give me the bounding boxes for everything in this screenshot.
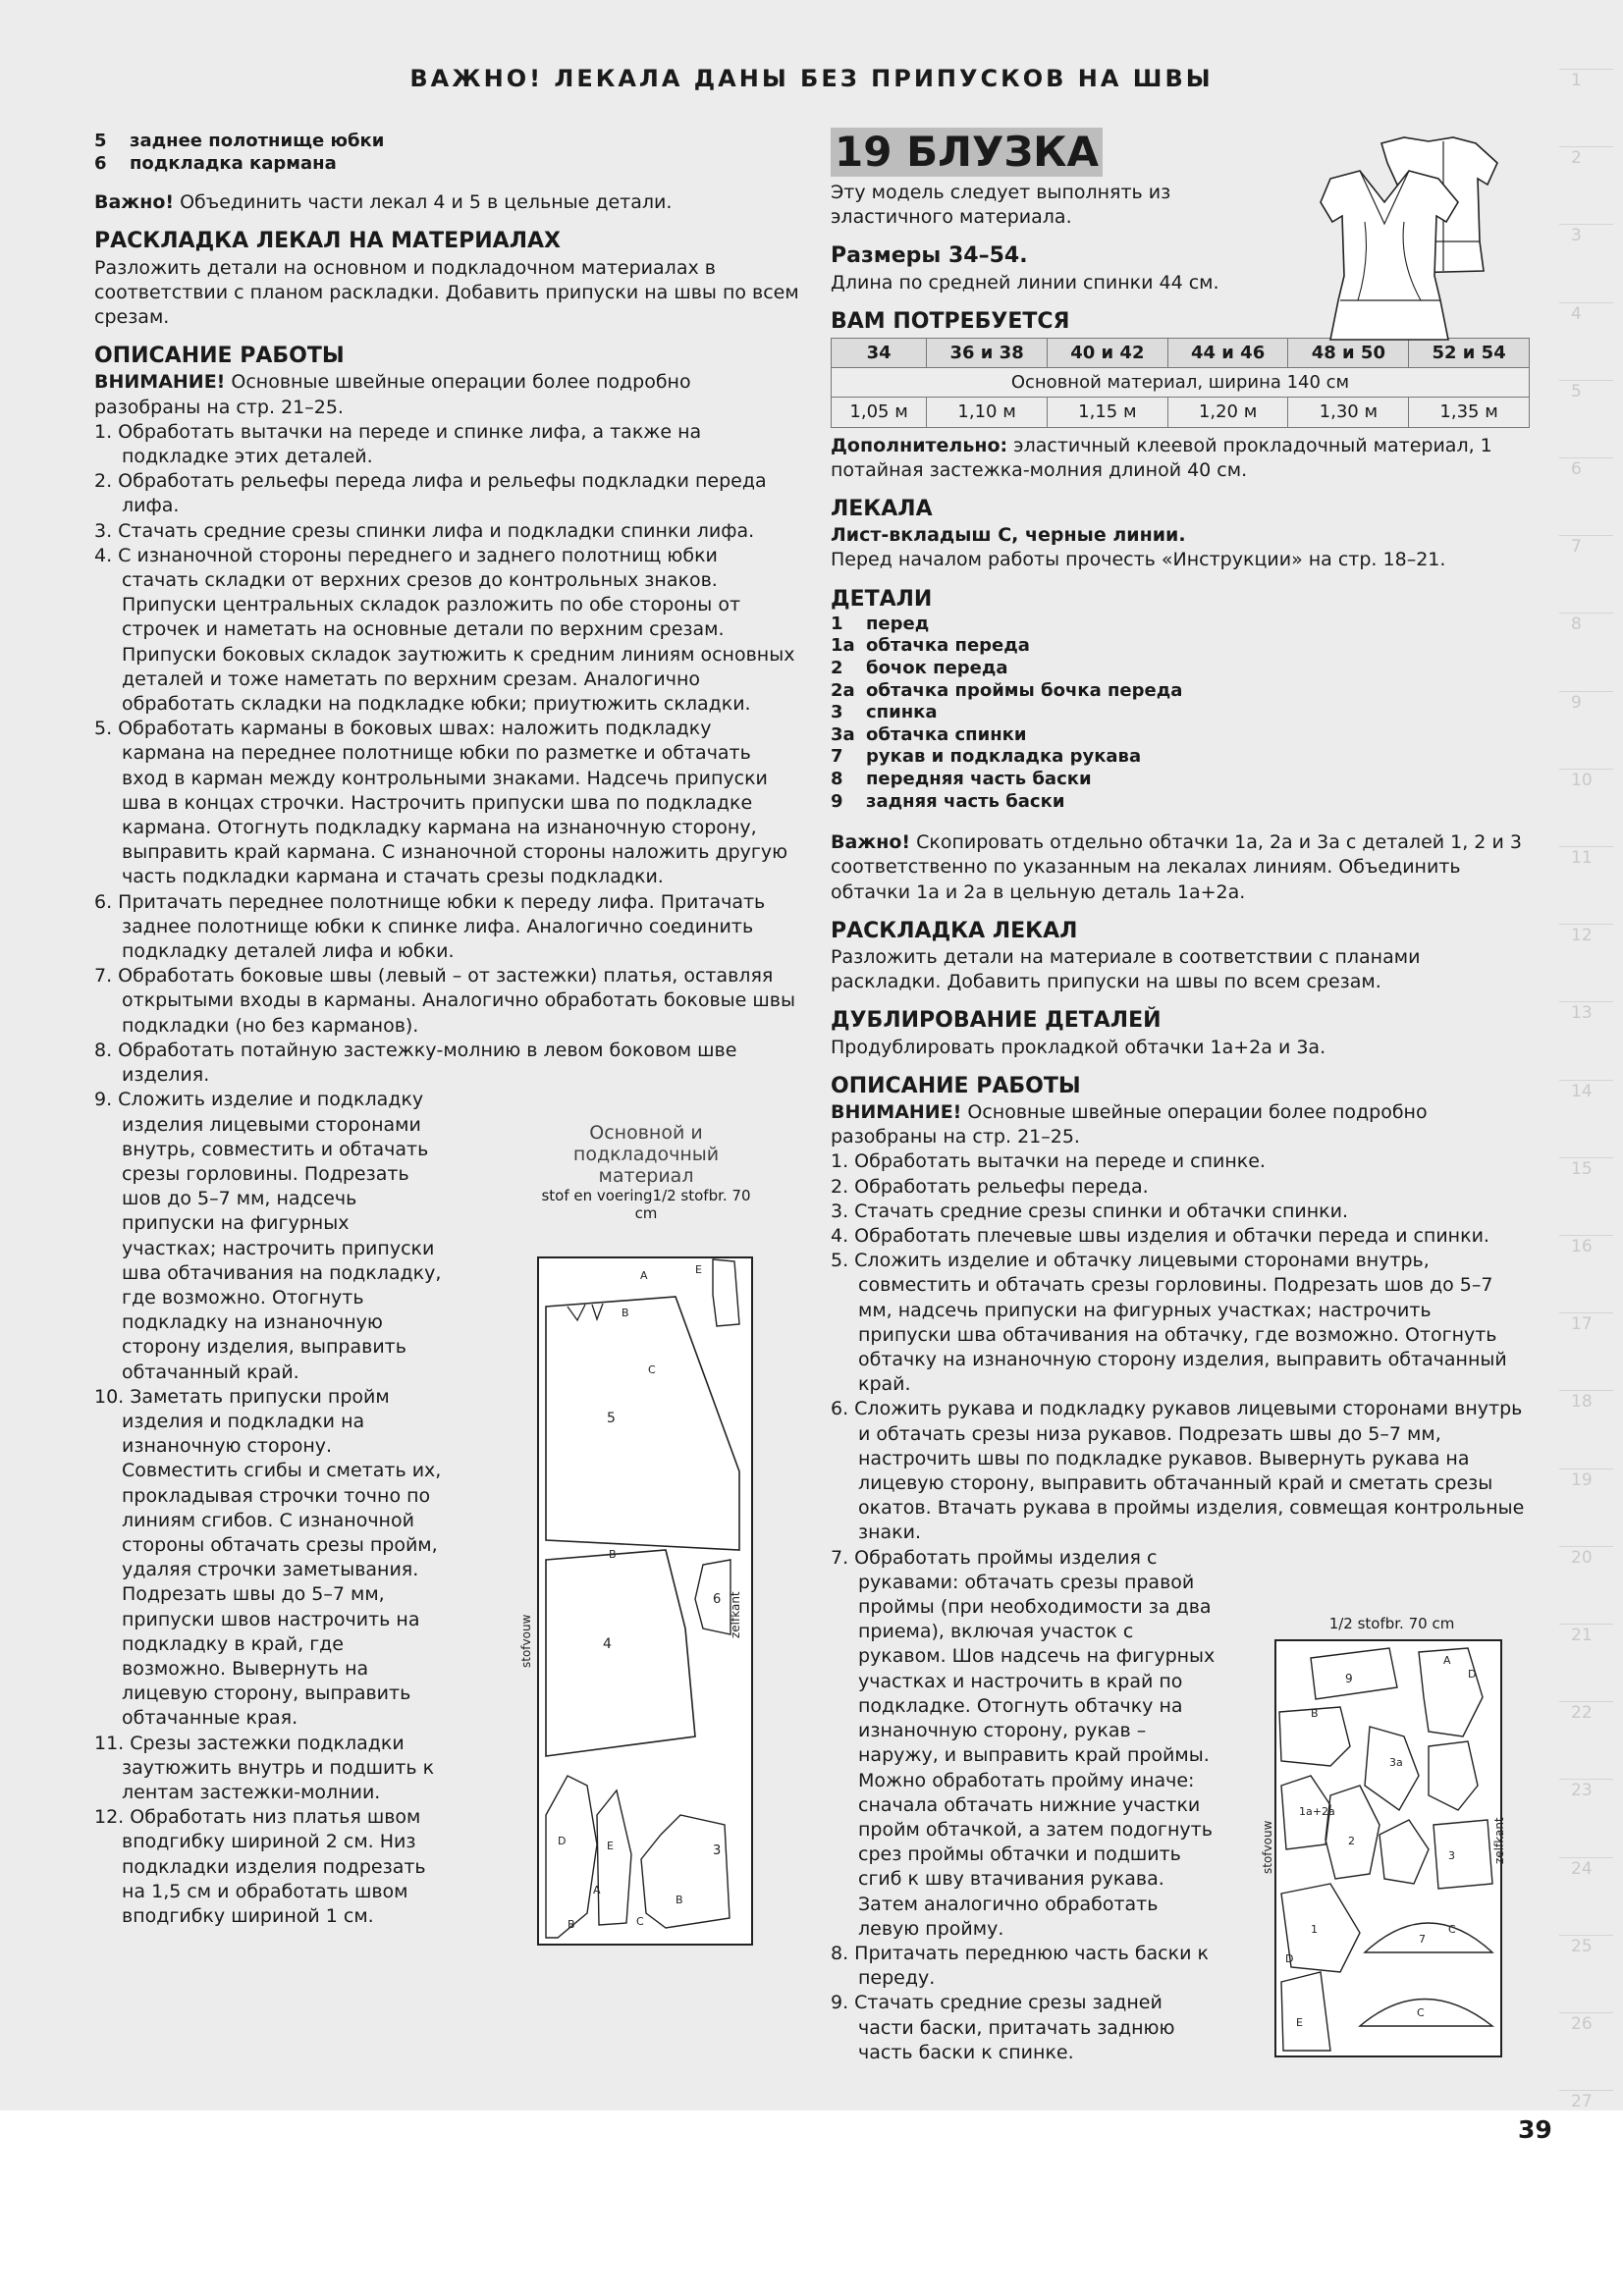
ruler-tick — [1559, 457, 1613, 458]
layout-diagram-blouse — [1261, 1615, 1512, 2064]
svg-text:9: 9 — [1345, 1672, 1353, 1685]
ruler-number: 17 — [1571, 1314, 1593, 1335]
blouse-illustration-icon — [1311, 133, 1502, 379]
svg-text:E: E — [1296, 2016, 1303, 2029]
ruler-tick — [1559, 1546, 1613, 1547]
size-cell: 48 и 50 — [1288, 339, 1409, 368]
patterns-text: Перед началом работы прочесть «Инструкции» на стр. 18–21. — [831, 549, 1446, 571]
svg-text:3: 3 — [713, 1843, 722, 1858]
step-item: 9. Стачать средние срезы задней части баски, притачать заднюю часть баски к спинке. — [831, 1992, 1175, 2063]
model-title: 19 БЛУЗКА — [831, 128, 1103, 177]
ruler-tick — [1559, 1857, 1613, 1858]
ruler-number: 15 — [1571, 1158, 1593, 1179]
part-item: 8 передняя часть баски — [831, 769, 1092, 789]
part-item: 5 заднее полотнище юбки — [94, 131, 385, 151]
ruler-tick — [1559, 924, 1613, 925]
size-cell: 36 и 38 — [927, 339, 1048, 368]
ruler-number: 25 — [1571, 1936, 1593, 1956]
svg-text:3: 3 — [1448, 1849, 1455, 1862]
ruler-number: 1 — [1571, 71, 1582, 90]
svg-text:B: B — [676, 1894, 683, 1906]
ruler-tick — [1559, 1701, 1613, 1702]
ruler-tick — [1559, 1390, 1613, 1391]
step-item: 11. Срезы застежки подкладки заутюжить внутрь и подшить к лентам застежки-молнии. — [94, 1732, 435, 1803]
step-item: 10. Заметать припуски пройм изделия и подкладки на изнаночную сторону. Совместить сгибы и сметать их, прокладывая строчки точно по линиям сгибов. С изнаночной стороны обтачать срезы пройм, удаляя строчки заметывания. Подрезать швы до 5–7 мм, припуски швов настрочить на подкладку в край, где возможно. Вывернуть на лицевую сторону, выправить обтачанные края. — [94, 1385, 442, 1730]
size-cell: 40 и 42 — [1047, 339, 1167, 368]
svg-text:2: 2 — [1348, 1835, 1355, 1847]
step-item: 7. Обработать проймы изделия с рукавами: обтачать срезы правой проймы (при необходимости за два приема), включая участок с рукавом. Шов надсечь на фигурных участках и настрочить в край по подкладке. Отогнуть обтачку на изнаночную сторону, рукав – наружу, и выправить край проймы. Можно обработать пройму иначе: сначала обтачать нижние участки пройм обтачкой, а затем подогнуть срез проймы обтачки и подшить сгиб к шву втачивания рукава. Затем аналогично обработать левую пройму. — [831, 1546, 1216, 1940]
amount-cell: 1,35 м — [1409, 398, 1530, 427]
svg-text:A: A — [1443, 1654, 1451, 1667]
ruler-tick — [1559, 1624, 1613, 1625]
step-item: 9. Сложить изделие и подкладку изделия лицевыми сторонами внутрь, совместить и обтачать срезы горловины. Подрезать шов до 5–7 мм, надсечь припуски на фигурных участках; настрочить припуски шва обтачивания на подкладку, где возможно. Отогнуть подкладку на изнаночную сторону изделия, выправить обтачанный край. — [94, 1089, 442, 1383]
ruler-number: 23 — [1571, 1781, 1593, 1801]
ruler-tick — [1559, 224, 1613, 225]
attention-note: ВНИМАНИЕ! Основные швейные операции более подробно разобраны на стр. 21–25. — [94, 371, 691, 418]
svg-text:3a: 3a — [1389, 1756, 1403, 1769]
ruler-number: 19 — [1571, 1469, 1593, 1490]
step-item: 6. Притачать переднее полотнище юбки к переду лифа. Притачать заднее полотнище юбки к спинке лифа. Аналогично соединить подкладку деталей лифа и юбки. — [94, 890, 766, 963]
steps-narrow — [831, 1546, 1218, 2065]
part-item: 9 задняя часть баски — [831, 790, 1065, 812]
step-item: 1. Обработать вытачки на переде и спинке. — [831, 1150, 1266, 1173]
parts-list-continued — [94, 131, 799, 175]
ruler-number: 16 — [1571, 1237, 1593, 1256]
steps-wide — [831, 1149, 1530, 1545]
amount-cell: 1,30 м — [1288, 398, 1409, 427]
ruler-tick — [1559, 146, 1613, 147]
need-heading: ВАМ ПОТРЕБУЕТСЯ — [831, 308, 1070, 334]
step-item: 2. Обработать рельефы переда. — [831, 1175, 1149, 1198]
svg-text:E: E — [695, 1263, 702, 1276]
part-item: 6 подкладка кармана — [94, 152, 337, 174]
svg-text:4: 4 — [603, 1636, 612, 1652]
blouse-layout-plan — [1261, 1638, 1507, 2060]
important-note: Важно! Объединить части лекал 4 и 5 в цельные детали. — [94, 191, 673, 214]
part-item: 3а обтачка спинки — [831, 723, 1027, 745]
svg-text:1: 1 — [1311, 1923, 1318, 1936]
parts-list — [831, 614, 1530, 813]
side-ruler — [1559, 39, 1613, 2120]
ruler-tick — [1559, 1935, 1613, 1936]
details-heading: ДЕТАЛИ — [831, 586, 933, 612]
layout-heading: РАСКЛАДКА ЛЕКАЛ НА МАТЕРИАЛАХ — [94, 229, 561, 254]
ruler-number: 2 — [1571, 148, 1582, 169]
ruler-number: 8 — [1571, 614, 1582, 635]
svg-text:B: B — [609, 1548, 617, 1561]
ruler-tick — [1559, 613, 1613, 614]
svg-text:A: A — [640, 1269, 648, 1282]
part-item: 2 бочок переда — [831, 658, 1008, 679]
sizes-heading: Размеры 34–54. — [831, 243, 1028, 269]
step-item: 2. Обработать рельефы переда лифа и рельефы подкладки переда лифа. — [94, 470, 767, 517]
step-item: 3. Стачать средние срезы спинки и обтачки спинки. — [831, 1200, 1349, 1222]
ruler-number: 14 — [1571, 1081, 1593, 1101]
svg-text:zelfkant: zelfkant — [1492, 1817, 1506, 1864]
work-heading: ОПИСАНИЕ РАБОТЫ — [831, 1073, 1081, 1098]
part-item: 1а обтачка переда — [831, 635, 1030, 657]
part-item: 3 спинка — [831, 702, 938, 723]
ruler-tick — [1559, 2090, 1613, 2091]
layout-text: Разложить детали на основном и подкладочном материалах в соответствии с планом раскладки. Добавить припуски на швы по всем срезам. — [94, 256, 799, 328]
svg-text:D: D — [1285, 1952, 1294, 1965]
length-text: Длина по средней линии спинки 44 см. — [831, 271, 1219, 294]
size-cell: 44 и 46 — [1167, 339, 1288, 368]
ruler-tick — [1559, 1312, 1613, 1313]
step-item: 8. Притачать переднюю часть баски к переду. — [831, 1942, 1209, 1990]
work-heading: ОПИСАНИЕ РАБОТЫ — [94, 344, 345, 369]
step-item: 3. Стачать средние срезы спинки лифа и подкладки спинки лифа. — [94, 519, 755, 542]
size-cell: 34 — [832, 339, 927, 368]
ruler-number: 18 — [1571, 1392, 1593, 1413]
svg-text:zelfkant: zelfkant — [729, 1591, 742, 1638]
ruler-number: 21 — [1571, 1626, 1593, 1645]
page-number: 39 — [1518, 2115, 1552, 2144]
ruler-tick — [1559, 769, 1613, 770]
ruler-number: 12 — [1571, 926, 1593, 946]
layout-diagram-dress — [519, 1122, 754, 1956]
amount-cell: 1,20 м — [1167, 398, 1288, 427]
ruler-number: 4 — [1571, 303, 1582, 324]
ruler-number: 27 — [1571, 2092, 1593, 2112]
intro-text: Эту модель следует выполнять из эластичного материала. — [831, 182, 1171, 229]
ruler-tick — [1559, 1080, 1613, 1081]
ruler-number: 10 — [1571, 770, 1593, 790]
step-item: 1. Обработать вытачки на переде и спинке лифа, а также на подкладке этих деталей. — [94, 420, 702, 468]
ruler-number: 9 — [1571, 692, 1582, 713]
ruler-tick — [1559, 1779, 1613, 1780]
ruler-number: 24 — [1571, 1858, 1593, 1879]
svg-text:5: 5 — [607, 1411, 616, 1426]
diagram-subcaption: 1/2 stofbr. 70 cm — [1328, 1615, 1455, 1632]
ruler-number: 7 — [1571, 537, 1582, 558]
dress-layout-plan — [519, 1226, 754, 1952]
svg-text:B: B — [568, 1918, 575, 1931]
ruler-tick — [1559, 302, 1613, 303]
part-item: 7 рукав и подкладка рукава — [831, 746, 1142, 768]
extra-materials: Дополнительно: эластичный клеевой прокладочный материал, 1 потайная застежка-молния длиной 40 см. — [831, 434, 1492, 481]
ruler-number: 13 — [1571, 1003, 1593, 1024]
svg-text:7: 7 — [1419, 1933, 1426, 1946]
diagram-caption: Основной и подкладочный материал — [572, 1122, 720, 1187]
ruler-tick — [1559, 2012, 1613, 2013]
svg-text:C: C — [636, 1915, 644, 1928]
patterns-sheet: Лист-вкладыш С, черные линии. — [831, 524, 1186, 547]
dup-heading: ДУБЛИРОВАНИЕ ДЕТАЛЕЙ — [831, 1008, 1162, 1034]
steps-wide — [94, 420, 799, 1088]
svg-text:B: B — [1311, 1707, 1319, 1720]
attention-note: ВНИМАНИЕ! Основные швейные операции более подробно разобраны на стр. 21–25. — [831, 1101, 1428, 1148]
amount-cell: 1,15 м — [1047, 398, 1167, 427]
ruler-number: 20 — [1571, 1547, 1593, 1568]
layout-heading: РАСКЛАДКА ЛЕКАЛ — [831, 918, 1078, 943]
ruler-number: 22 — [1571, 1703, 1593, 1724]
steps-narrow — [94, 1088, 448, 1929]
svg-text:C: C — [1417, 2006, 1425, 2019]
svg-text:A: A — [593, 1884, 601, 1896]
size-cell: 52 и 54 — [1409, 339, 1530, 368]
page-header: ВАЖНО! ЛЕКАЛА ДАНЫ БЕЗ ПРИПУСКОВ НА ШВЫ — [409, 65, 1214, 92]
ruler-tick — [1559, 535, 1613, 536]
patterns-heading: ЛЕКАЛА — [831, 497, 933, 522]
dup-text: Продублировать прокладкой обтачки 1а+2а и 3а. — [831, 1036, 1326, 1058]
ruler-tick — [1559, 1235, 1613, 1236]
diagram-subcaption: stof en voering1/2 stofbr. 70 cm — [541, 1187, 751, 1222]
svg-text:stofvouw: stofvouw — [519, 1614, 533, 1668]
svg-text:1a+2a: 1a+2a — [1299, 1805, 1335, 1818]
material-row: Основной материал, ширина 140 см — [832, 368, 1530, 398]
amount-cell: 1,05 м — [832, 398, 927, 427]
ruler-number: 11 — [1571, 848, 1593, 868]
step-item: 5. Сложить изделие и обтачку лицевыми сторонами внутрь, совместить и обтачать срезы горловины. Подрезать шов до 5–7 мм, надсечь припуски на фигурных участках; настрочить припуски шва обтачивания на обтачку, где возможно. Отогнуть обтачку на изнаночную сторону изделия, выправить обтачанный край. — [831, 1250, 1507, 1396]
step-item: 7. Обработать боковые швы (левый – от застежки) платья, оставляя открытыми входы в карманы. Аналогично обработать боковые швы подкладки (но без карманов). — [94, 965, 795, 1037]
amount-cell: 1,10 м — [927, 398, 1048, 427]
step-item: 4. С изнаночной стороны переднего и заднего полотнищ юбки стачать складки от верхних срезов до контрольных знаков. Припуски центральных складок разложить по обе стороны от строчек и наметать на основные детали по верхним срезам. Припуски боковых складок заутюжить к средним линиям основных деталей и тоже наметать по верхним срезам. Аналогично обработать складки на подкладке юбки; приутюжить складки. — [94, 544, 795, 716]
ruler-number: 6 — [1571, 459, 1582, 479]
ruler-tick — [1559, 380, 1613, 381]
svg-text:6: 6 — [713, 1592, 722, 1607]
svg-text:C: C — [648, 1363, 656, 1376]
layout-text: Разложить детали на материале в соответствии с планами раскладки. Добавить припуски на швы по всем срезам. — [831, 946, 1421, 993]
step-item: 5. Обработать карманы в боковых швах: наложить подкладку кармана на переднее полотнище юбки по разметке и обтачать вход в карман между контрольными знаками. Надсечь припуски шва в концах строчки. Настрочить припуски шва по подкладке кармана. Отогнуть подкладку кармана на изнаночную сторону, выправить край кармана. С изнаночной стороны наложить другую часть подкладки кармана и стачать срезы подкладки. — [94, 718, 788, 888]
svg-text:B: B — [622, 1307, 629, 1319]
part-item: 1 перед — [831, 613, 930, 634]
step-item: 4. Обработать плечевые швы изделия и обтачки переда и спинки. — [831, 1225, 1489, 1248]
important-note: Важно! Скопировать отдельно обтачки 1а, 2а и 3а с деталей 1, 2 и 3 соответственно по указанным на лекалах линиям. Объединить обтачки 1а и 2а в цельную деталь 1а+2а. — [831, 831, 1522, 903]
part-item: 2а обтачка проймы бочка переда — [831, 679, 1183, 701]
ruler-number: 3 — [1571, 226, 1582, 246]
step-item: 6. Сложить рукава и подкладку рукавов лицевыми сторонами внутрь и обтачать срезы низа рукавов. Подрезать швы до 5–7 мм, настрочить швы по подкладке рукавов. Вывернуть рукава на лицевую сторону, выправить обтачанный край и сметать срезы окатов. Втачать рукава в проймы изделия, совмещая контрольные знаки. — [831, 1398, 1525, 1544]
ruler-tick — [1559, 691, 1613, 692]
svg-text:stofvouw: stofvouw — [1261, 1820, 1274, 1874]
ruler-number: 5 — [1571, 381, 1582, 401]
svg-text:D: D — [1468, 1668, 1477, 1681]
step-item: 8. Обработать потайную застежку-молнию в левом боковом шве изделия. — [94, 1039, 737, 1087]
ruler-tick — [1559, 1468, 1613, 1469]
svg-text:E: E — [607, 1840, 614, 1852]
ruler-tick — [1559, 846, 1613, 847]
ruler-tick — [1559, 1001, 1613, 1002]
ruler-number: 26 — [1571, 2014, 1593, 2034]
svg-text:C: C — [1448, 1923, 1456, 1936]
svg-text:D: D — [558, 1835, 567, 1847]
ruler-tick — [1559, 1157, 1613, 1158]
step-item: 12. Обработать низ платья швом вподгибку шириной 2 см. Низ подкладки изделия подрезать на 1,5 см и обработать швом вподгибку шириной 1 см. — [94, 1806, 426, 1927]
